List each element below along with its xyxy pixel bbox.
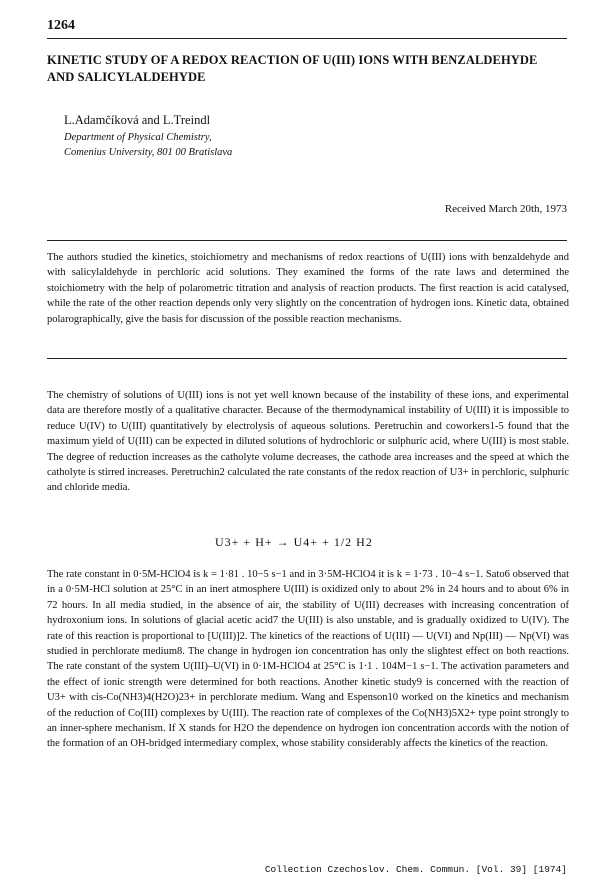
affiliation-line-2: Comenius University, 801 00 Bratislava bbox=[64, 147, 233, 158]
body-paragraph-1: The chemistry of solutions of U(III) ions is not yet well known because of the instability of these ions, and experimental data are therefore mostly of a qualitative character. Because of the thermodynamical instability of U(III) it is impossible to reduce U(IV) to U(III) quantitatively by electrolysis of aqueous solutions. Peretruchin and coworkers1-5 found that the maximum yield of U(III) can be expected in diluted solutions of hydrochloric or sulphuric acid, where U(III) is most stable. The degree of reduction increases as the catholyte volume decreases, the cathode area increases and the speed at which the catholyte is stirred increases. Peretruchin2 calculated the rate constants of the redox reaction of U3+ in perchloric, sulphuric and chloride media. bbox=[47, 390, 569, 494]
affiliation bbox=[64, 130, 232, 160]
equation: U3+ + H+ → U4+ + 1/2 H2 bbox=[215, 535, 373, 549]
journal-footer: Collection Czechoslov. Chem. Commun. [Vol. 39] [1974] bbox=[264, 864, 567, 875]
authors: L.Adamčíková and L.Treindl bbox=[64, 113, 211, 127]
abstract: The authors studied the kinetics, stoichiometry and mechanisms of redox reactions of U(III) ions with benzaldehyde and with salicylaldehyde in perchloric acid solutions. They examined the forms of the rate laws and determined the stoichiometry with the help of polarometric titration and analysis of reaction products. The first reaction is acid catalysed, while the rate of the other reaction depends only very slightly on the concentration of hydrogen ions. Kinetic data, obtained polarographically, give the basis for discussion of the possible reaction mechanisms. bbox=[47, 252, 569, 325]
header-rule bbox=[47, 38, 567, 39]
page-number: 1264 bbox=[47, 18, 75, 33]
affiliation-line-1: Department of Physical Chemistry, bbox=[64, 132, 212, 143]
received-date: Received March 20th, 1973 bbox=[444, 203, 567, 215]
abstract-top-rule bbox=[47, 240, 567, 241]
abstract-bottom-rule bbox=[47, 358, 567, 359]
article-title: KINETIC STUDY OF A REDOX REACTION OF U(III) IONS WITH BENZALDEHYDE AND SALICYLALDEHYDE bbox=[47, 53, 538, 84]
body-paragraph-2: The rate constant in 0·5M-HClO4 is k = 1·81 . 10−5 s−1 and in 3·5M-HClO4 it is k = 1·73 . 10−4 s−1. Sato6 observed that in a 0·5M-HCl solution at 25°C in an inert atmosphere U(III) is oxidized only to about 2% in 24 hours and to about 6% in 72 hours. In all media studied, in the absence of air, the stability of U(III) decreases with increasing concentration of hydroxonium ions. In solutions of glacial acetic acid7 the U(III) is also unstable, and is gradually oxidized to U(IV). The rate of this reaction is proportional to [U(III)]2. The kinetics of the reactions of U(III) — U(VI) and Np(III) — Np(VI) was studied in perchlorate medium8. The change in hydrogen ion concentration has only the slightest effect on both reactions. The rate constant of the system U(III)–U(VI) in 0·1M-HClO4 at 25°C is 1·1 . 104M−1 s−1. The activation parameters and the effect of ionic strength were determined for both reactions. Another kinetic study9 is concerned with the reaction of U3+ with cis-Co(NH3)4(H2O)23+ in perchlorate medium. Wang and Espenson10 worked on the kinetics and mechanism of the reduction of Co(III) complexes by U(III). The reaction rate of complexes of the Co(NH3)5X2+ type point strongly to an inner-sphere mechanism. If X stands for H2O the dependence on hydrogen ion concentration accords with the notion of the formation of an OH-bridged intermediary complex, whose stability considerably affects the kinetics of the reaction. bbox=[47, 569, 569, 750]
